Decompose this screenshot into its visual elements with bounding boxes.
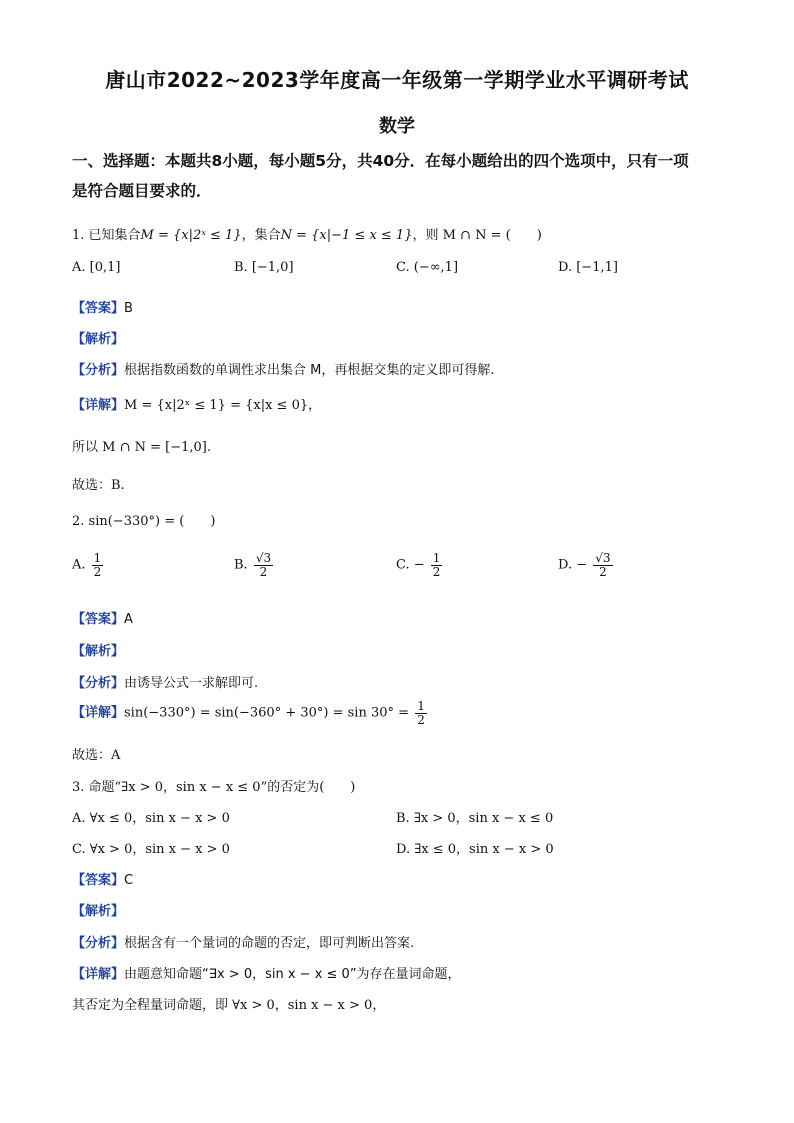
q1-prefix: 1. 已知集合	[72, 228, 141, 243]
q2-xiangjie-num: 1	[417, 699, 425, 713]
q1-analysis-tag: 【解析】	[72, 332, 125, 347]
q1-mid: ，集合	[241, 228, 281, 243]
q3-analysis-tag: 【解析】	[72, 904, 125, 919]
q3-fenxi: 根据含有一个量词的命题的否定，即可判断出答案.	[124, 936, 415, 951]
q1-conclusion: 所以 M ∩ N = [−1,0].	[72, 440, 211, 455]
q2-option-b	[234, 552, 275, 578]
q2-answer: A	[124, 612, 133, 627]
q1-fenxi: 根据指数函数的单调性求出集合 M，再根据交集的定义即可得解.	[124, 363, 495, 378]
q1-option-a: A. [0,1]	[72, 260, 121, 275]
q2-analysis-line	[72, 640, 124, 659]
q1-set-n: N = {x|−1 ≤ x ≤ 1}	[280, 228, 413, 243]
q3-conclusion: 其否定为全程量词命题，即 ∀x > 0，sin x − x > 0，	[72, 998, 386, 1013]
q3-xiangjie-line	[72, 963, 461, 982]
q2-xiangjie-line	[72, 700, 429, 726]
q1-stem	[72, 224, 542, 243]
q2-stem: 2. sin(−330°) = ( )	[72, 514, 216, 529]
q2-xiangjie-den: 2	[417, 712, 425, 727]
q2-xiangjie: sin(−330°) = sin(−360° + 30°) = sin 30° =	[124, 705, 410, 721]
q3-answer-tag: 【答案】	[72, 873, 125, 888]
q3-fenxi-tag: 【分析】	[72, 936, 125, 951]
q2-option-d-num: √3	[595, 551, 611, 565]
q1-answer-tag: 【答案】	[72, 301, 125, 316]
q2-option-c-fraction	[431, 552, 443, 578]
q1-option-c: C. (−∞,1]	[396, 260, 459, 275]
q2-fenxi-tag: 【分析】	[72, 676, 125, 691]
q3-stem: 3. 命题“∃x > 0，sin x − x ≤ 0”的否定为( )	[72, 780, 356, 795]
q1-answer-line	[72, 297, 133, 316]
q1-analysis-line	[72, 328, 124, 347]
q1-option-b: B. [−1,0]	[234, 260, 294, 275]
q3-option-b: B. ∃x > 0，sin x − x ≤ 0	[396, 811, 554, 826]
q2-analysis-tag: 【解析】	[72, 644, 125, 659]
section-heading-line-1: 一、选择题：本题共8小题，每小题5分，共40分．在每小题给出的四个选项中，只有一项	[72, 152, 689, 170]
q1-fenxi-tag: 【分析】	[72, 363, 125, 378]
q2-option-b-label: B.	[234, 557, 248, 573]
q2-option-a-fraction	[92, 552, 104, 578]
q3-option-c: C. ∀x > 0，sin x − x > 0	[72, 842, 230, 857]
q2-option-b-den: 2	[259, 564, 268, 579]
q2-fenxi: 由诱导公式一求解即可.	[124, 676, 259, 691]
q3-answer-line	[72, 869, 133, 888]
q1-choose: 故选：B.	[72, 478, 125, 493]
q2-xiangjie-tag: 【详解】	[72, 705, 125, 721]
q1-xiangjie: M = {x|2ˣ ≤ 1} = {x|x ≤ 0}，	[124, 398, 322, 413]
q1-fenxi-line	[72, 359, 495, 378]
q2-option-a-den: 2	[93, 564, 102, 579]
q1-option-d: D. [−1,1]	[558, 260, 618, 275]
q2-answer-line	[72, 608, 133, 627]
exam-title: 唐山市2022~2023学年度高一年级第一学期学业水平调研考试	[105, 68, 689, 92]
q2-answer-tag: 【答案】	[72, 612, 125, 627]
q1-xiangjie-line	[72, 394, 321, 413]
q2-fenxi-line	[72, 672, 258, 691]
q3-analysis-line	[72, 900, 124, 919]
q2-choose: 故选：A	[72, 748, 121, 763]
q1-set-m: M = {x|2ˣ ≤ 1}	[140, 228, 242, 243]
q2-option-b-fraction	[254, 552, 273, 578]
q3-xiangjie: 由题意知命题“∃x > 0，sin x − x ≤ 0”为存在量词命题，	[124, 967, 461, 982]
q3-fenxi-line	[72, 932, 414, 951]
q3-xiangjie-tag: 【详解】	[72, 967, 125, 982]
q2-option-d-label: D. −	[558, 557, 588, 573]
q2-option-c	[396, 552, 444, 578]
q3-answer: C	[124, 873, 134, 888]
q2-option-b-num: √3	[255, 551, 272, 565]
q3-option-a: A. ∀x ≤ 0，sin x − x > 0	[72, 811, 230, 826]
q2-option-c-label: C. −	[396, 557, 425, 573]
q2-option-c-num: 1	[432, 551, 441, 565]
q1-suffix: ，则 M ∩ N = ( )	[412, 228, 542, 243]
q2-option-a-label: A.	[72, 557, 86, 573]
q1-answer: B	[124, 301, 133, 316]
q2-option-d-fraction	[593, 552, 612, 578]
section-heading-line-2: 是符合题目要求的．	[72, 182, 212, 200]
q2-xiangjie-fraction	[415, 700, 427, 726]
q2-option-a	[72, 552, 105, 578]
q2-option-a-num: 1	[93, 551, 102, 565]
q2-option-d	[558, 552, 615, 578]
q2-option-c-den: 2	[432, 564, 441, 579]
q1-xiangjie-tag: 【详解】	[72, 398, 125, 413]
q2-option-d-den: 2	[599, 564, 607, 579]
exam-subject: 数学	[379, 116, 415, 137]
q3-option-d: D. ∃x ≤ 0，sin x − x > 0	[396, 842, 554, 857]
